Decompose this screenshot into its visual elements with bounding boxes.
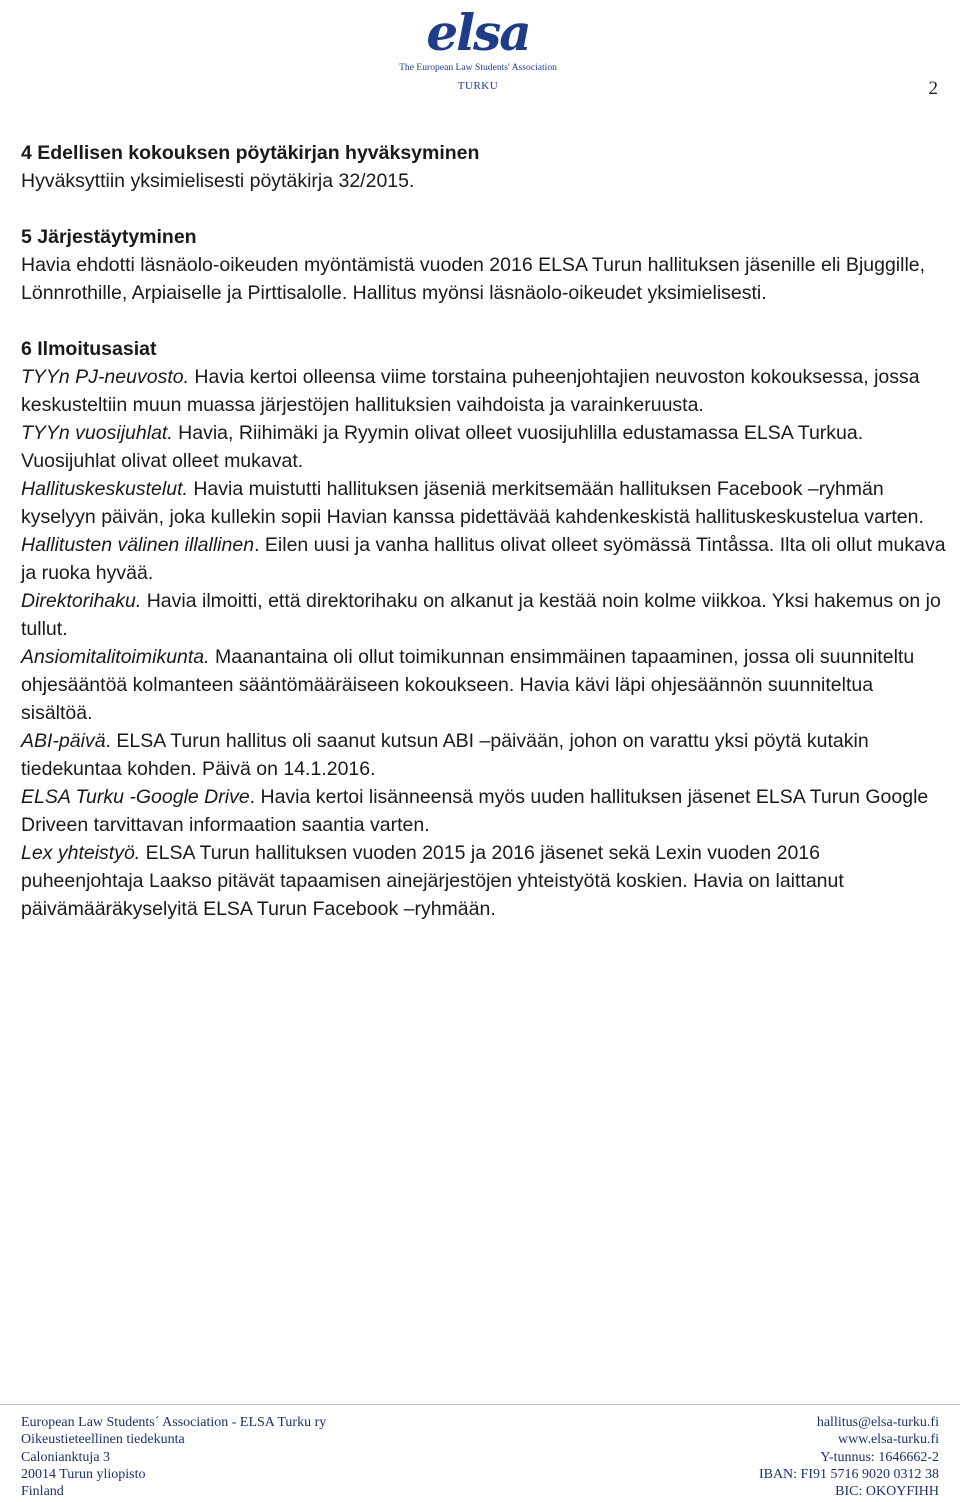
announcement-title: Hallituskeskustelut. — [21, 478, 188, 500]
announcement-item — [21, 475, 946, 531]
footer-iban: IBAN: FI91 5716 9020 0312 38 — [758, 1466, 939, 1482]
section-4-heading: 4 Edellisen kokouksen pöytäkirjan hyväksyminen — [21, 142, 480, 164]
announcement-text: Havia ilmoitti, että direktorihaku on alkanut ja kestää noin kolme viikkoa. Yksi hakemus on jo tullut. — [21, 590, 941, 640]
announcement-text: Havia, Riihimäki ja Ryymin olivat olleet vuosijuhlilla edustamassa ELSA Turkua. Vuosijuhlat olivat olleet mukavat. — [21, 422, 864, 472]
announcement-text: Maanantaina oli ollut toimikunnan ensimmäinen tapaaminen, jossa oli suunniteltu ohjesääntöä kolmanteen sääntömääräiseen kokoukseen. Havia kävi läpi ohjesäännön suunniteltua sisältöä. — [21, 646, 915, 724]
announcement-text: . ELSA Turun hallitus oli saanut kutsun ABI –päivään, johon on varattu yksi pöytä kutakin tiedekuntaa kohden. Päivä on 14.1.2016. — [21, 730, 869, 780]
section-6-heading: 6 Ilmoitusasiat — [21, 338, 157, 360]
announcement-title: Direktorihaku. — [21, 590, 142, 612]
announcement-text: . Eilen uusi ja vanha hallitus olivat olleet syömässä Tintåssa. Ilta oli ollut mukava ja ruoka hyvää. — [21, 534, 946, 584]
logo-wordmark: elsa — [426, 4, 530, 62]
announcement-title: Ansiomitalitoimikunta. — [21, 646, 210, 668]
announcement-title: ELSA Turku -Google Drive — [21, 786, 250, 808]
announcement-text: Havia muistutti hallituksen jäseniä merkitsemään hallituksen Facebook –ryhmän kyselyyn päivän, joka kullekin sopii Havian kanssa pidettävää kahdenkeskistä hallituskeskustelua varten. — [21, 478, 924, 528]
footer-address — [21, 1414, 326, 1500]
footer-contact — [759, 1414, 939, 1500]
footer-email: hallitus@elsa-turku.fi — [816, 1415, 939, 1430]
announcement-title: Lex yhteistyö. — [21, 842, 141, 864]
announcement-item — [21, 419, 946, 475]
announcement-title: Hallitusten välinen illallinen — [21, 534, 255, 556]
footer-business-id: Y-tunnus: 1646662-2 — [820, 1449, 939, 1465]
section-5-body: Havia ehdotti läsnäolo-oikeuden myöntämistä vuoden 2016 ELSA Turun hallituksen jäsenille eli Bjuggille, Lönnrothille, Arpiaiselle ja Pirttisalolle. Hallitus myönsi läsnäolo-oikeudet yksimielisesti. — [21, 254, 926, 304]
section-4-body: Hyväksyttiin yksimielisesti pöytäkirja 32/2015. — [21, 170, 415, 192]
footer-street: Calonianktuja 3 — [21, 1449, 111, 1465]
announcement-item — [21, 363, 946, 419]
announcement-title: TYYn vuosijuhlat. — [21, 422, 173, 444]
page-number: 2 — [928, 78, 938, 99]
announcement-item — [21, 587, 946, 643]
footer-bic: BIC: OKOYFIHH — [835, 1484, 939, 1500]
page-footer — [0, 1404, 960, 1500]
footer-org-name: European Law Students´ Association - ELSA Turku ry — [21, 1415, 327, 1430]
announcement-item — [21, 531, 946, 587]
announcement-text: ELSA Turun hallituksen vuoden 2015 ja 2016 jäsenet sekä Lexin vuoden 2016 puheenjohtaja Laakso pitävät tapaamisen ainejärjestöjen yhteistyötä koskien. Havia on laittanut päivämääräkyselyitä ELSA Turun Facebook –ryhmään. — [21, 842, 844, 920]
announcement-title: ABI-päivä — [21, 730, 106, 752]
elsa-logo — [388, 4, 568, 96]
announcement-item — [21, 783, 946, 839]
announcement-text: Havia kertoi olleensa viime torstaina puheenjohtajien neuvoston kokouksessa, jossa keskusteltiin muun muassa järjestöjen hallituksien vaihdoista ja varainkeruusta. — [21, 366, 920, 416]
announcement-item — [21, 643, 946, 727]
footer-country: Finland — [21, 1484, 64, 1500]
announcement-text: . Havia kertoi lisänneensä myös uuden hallituksen jäsenet ELSA Turun Google Driveen tarvittavan informaation saantia varten. — [21, 786, 929, 836]
announcement-item — [21, 727, 946, 783]
minutes-content — [21, 139, 946, 923]
footer-postal: 20014 Turun yliopisto — [21, 1466, 146, 1482]
section-5 — [21, 223, 946, 307]
footer-website: www.elsa-turku.fi — [838, 1432, 939, 1448]
announcement-item — [21, 839, 946, 923]
logo-tagline: The European Law Students' Association — [399, 62, 557, 73]
section-5-heading: 5 Järjestäytyminen — [21, 226, 197, 248]
announcement-title: TYYn PJ-neuvosto. — [21, 366, 189, 388]
footer-faculty: Oikeustieteellinen tiedekunta — [21, 1432, 185, 1448]
logo-city: TURKU — [457, 80, 499, 92]
section-4 — [21, 139, 946, 195]
section-6 — [21, 335, 946, 923]
